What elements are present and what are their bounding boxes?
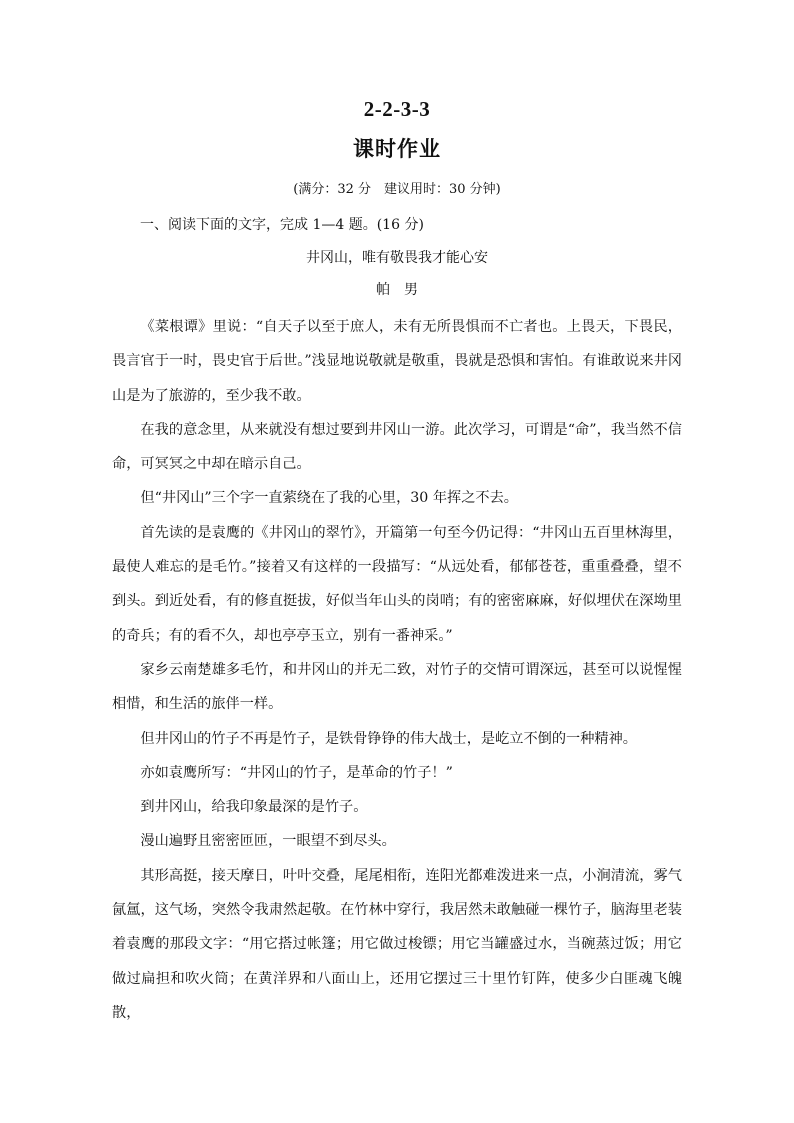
article-body xyxy=(112,310,682,1030)
paragraph: 到井冈山，给我印象最深的是竹子。 xyxy=(140,799,368,816)
paragraph: 但井冈山的竹子不再是竹子，是铁骨铮铮的伟大战士，是屹立不倒的一种精神。 xyxy=(140,730,637,747)
score-time-info: (满分：32 分 建议用时：30 分钟) xyxy=(293,182,501,197)
paragraph: 但“井冈山”三个字一直萦绕在了我的心里，30 年挥之不去。 xyxy=(140,490,518,507)
paragraph: 亦如袁鹰所写：“井冈山的竹子，是革命的竹子！” xyxy=(140,764,453,781)
article-title: 井冈山，唯有敬畏我才能心安 xyxy=(306,250,488,266)
lesson-code: 2-2-3-3 xyxy=(363,97,431,121)
paragraph: 在我的意念里，从来就没有想过要到井冈山一游。此次学习，可谓是“命”，我当然不信命，可冥冥之中却在暗示自己。 xyxy=(112,421,682,473)
page-title: 课时作业 xyxy=(353,136,441,161)
section-heading: 一、阅读下面的文字，完成 1—4 题。(16 分) xyxy=(140,217,424,233)
paragraph: 其形高挺，接天摩日，叶叶交叠，尾尾相衔，连阳光都难泼进来一点，小涧清流，雾气氤氲，这气场，突然令我肃然起敬。在竹林中穿行，我居然未敢触碰一棵竹子，脑海里老装着袁鹰的那段文字：“用它搭过帐篷；用它做过梭镖；用它当罐盛过水，当碗蒸过饭；用它做过扁担和吹火筒；在黄洋界和八面山上，还用它摆过三十里竹钉阵，使多少白匪魂飞魄散， xyxy=(112,867,682,1021)
paragraph: 家乡云南楚雄多毛竹，和井冈山的并无二致，对竹子的交情可谓深远，甚至可以说惺惺相惜，和生活的旅伴一样。 xyxy=(112,661,682,713)
paragraph: 漫山遍野且密密匝匝，一眼望不到尽头。 xyxy=(140,833,396,850)
paragraph: 《菜根谭》里说：“自天子以至于庶人，未有无所畏惧而不亡者也。上畏天，下畏民，畏言官于一时，畏史官于后世。”浅显地说敬就是敬重，畏就是恐惧和害怕。有谁敢说来井冈山是为了旅游的，至少我不敢。 xyxy=(112,319,682,404)
article-author: 帕 男 xyxy=(376,282,418,298)
paragraph: 首先读的是袁鹰的《井冈山的翠竹》，开篇第一句至今仍记得：“井冈山五百里林海里，最使人难忘的是毛竹。”接着又有这样的一段描写：“从远处看，郁郁苍苍，重重叠叠，望不到头。到近处看，有的修直挺拔，好似当年山头的岗哨；有的密密麻麻，好似埋伏在深坳里的奇兵；有的看不久，却也亭亭玉立，别有一番神采。” xyxy=(112,524,682,644)
